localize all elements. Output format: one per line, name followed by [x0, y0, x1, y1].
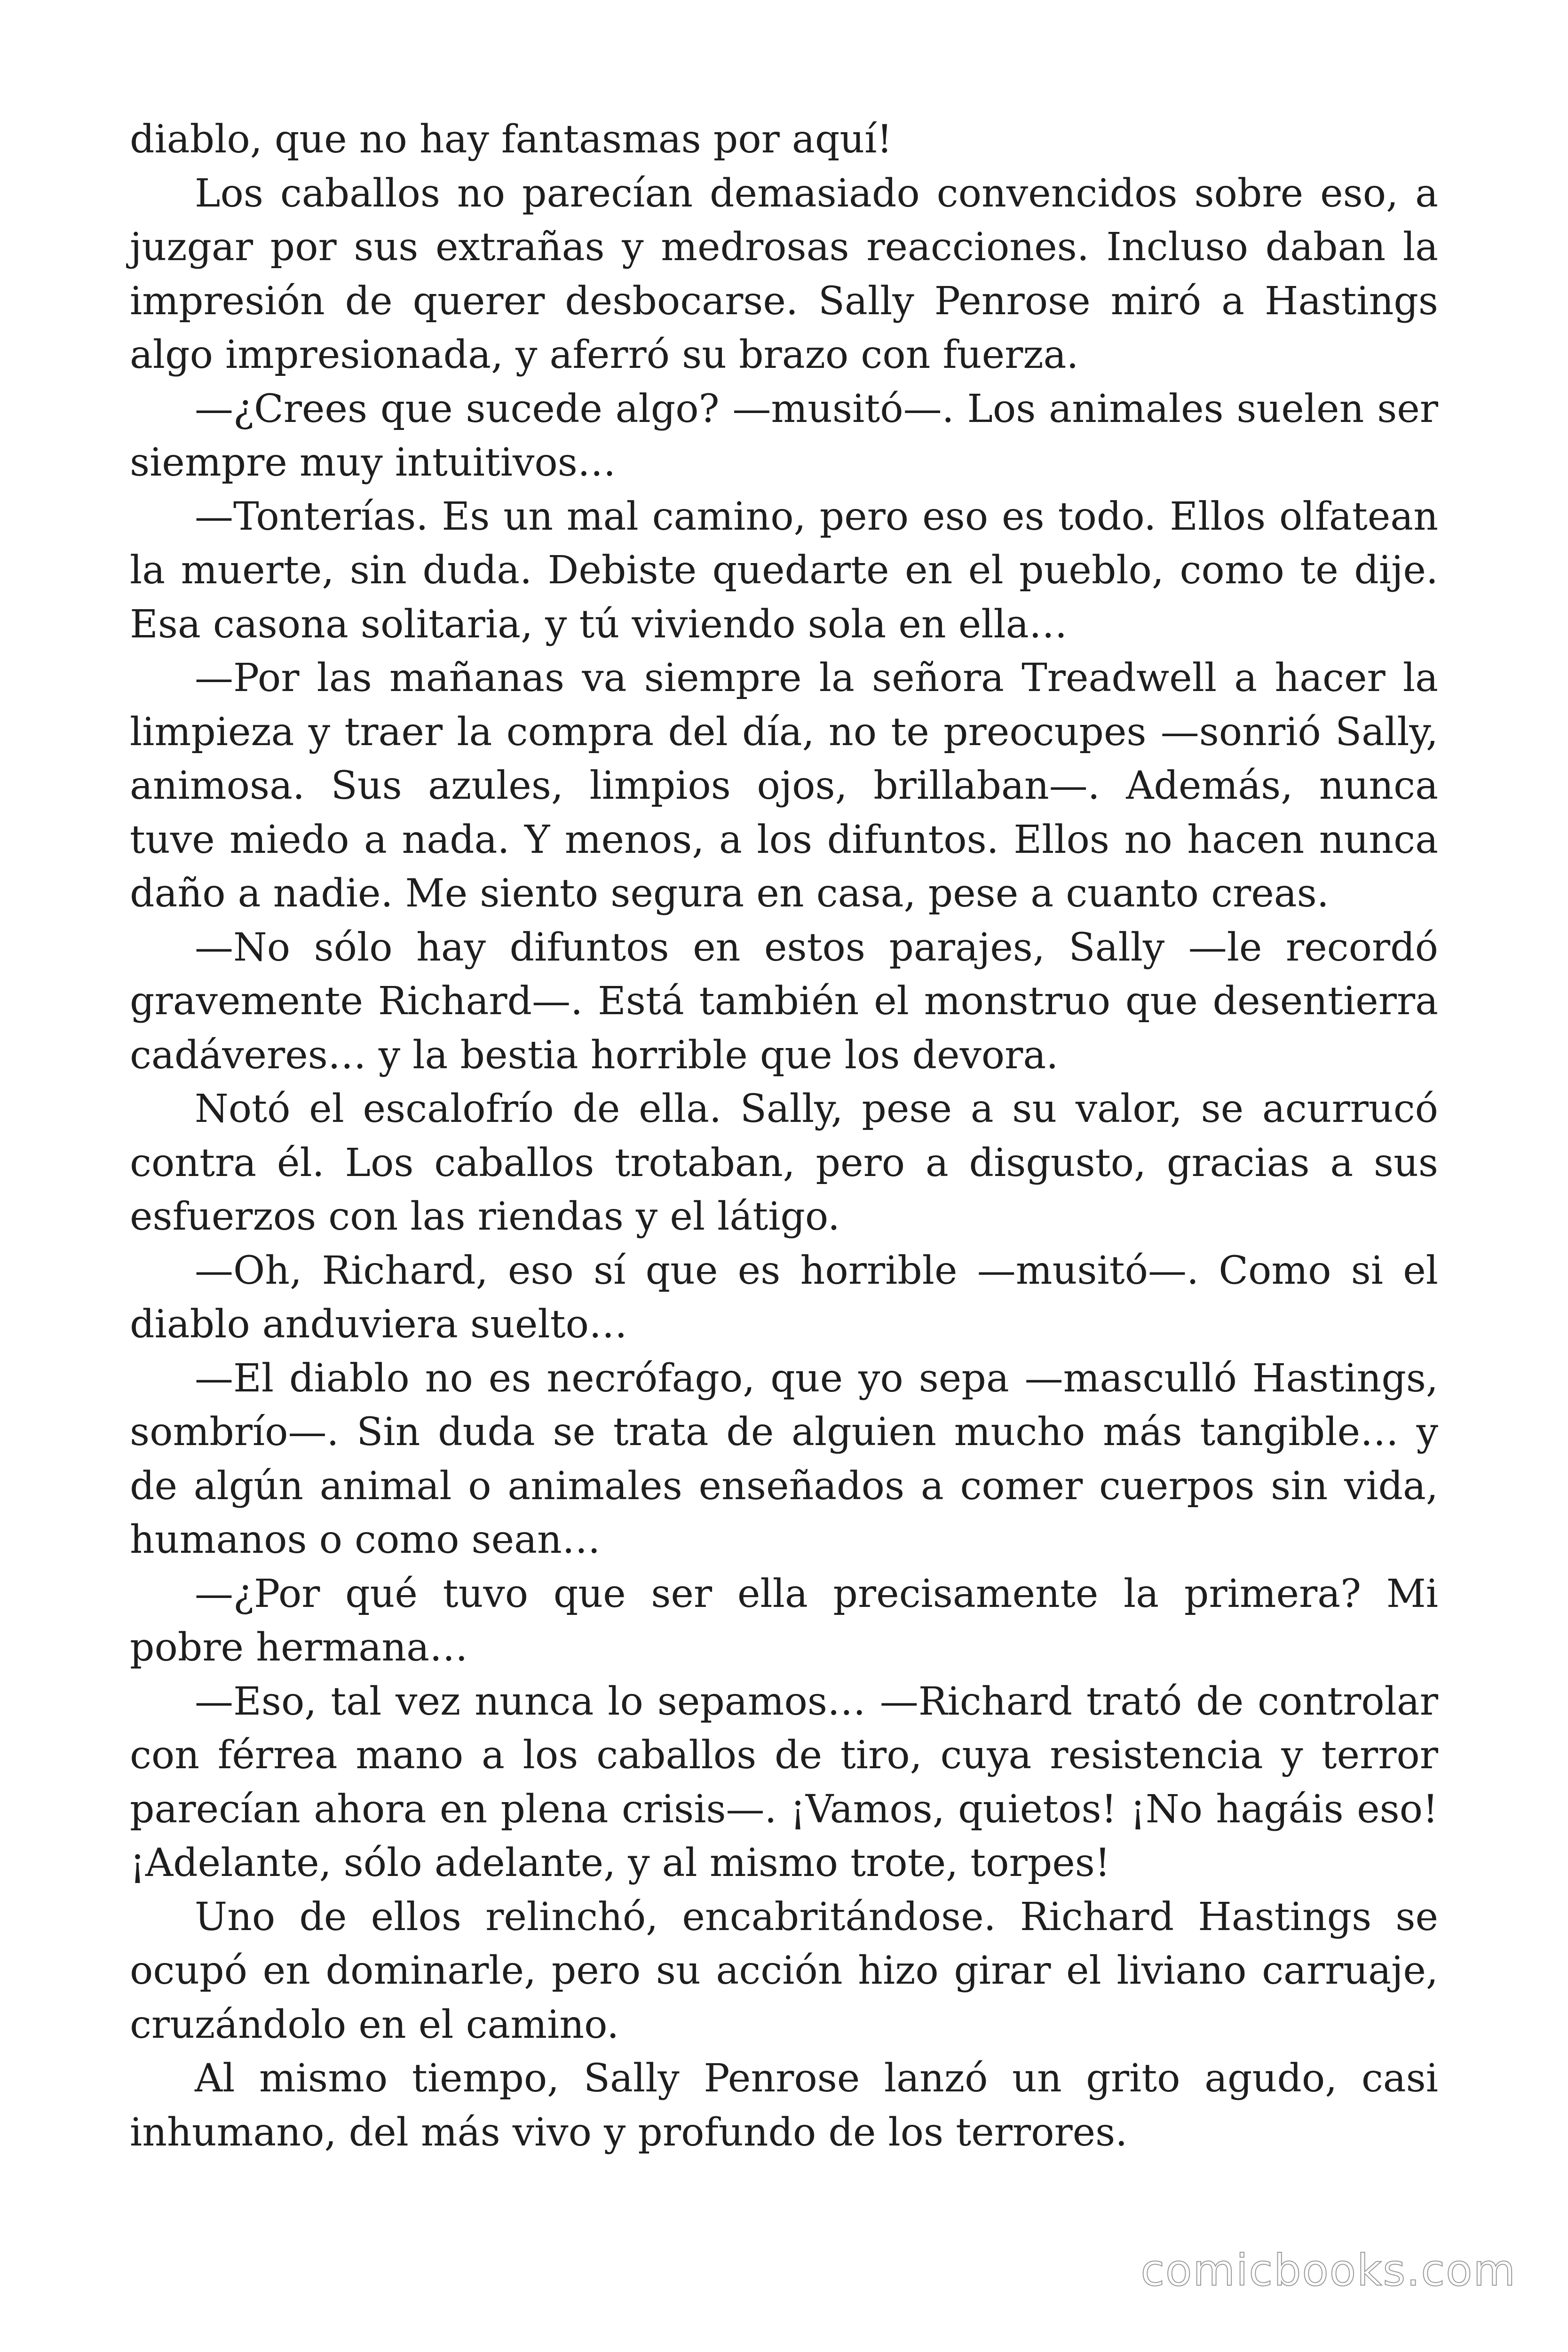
paragraph: —¿Crees que sucede algo? —musitó—. Los animales suelen ser siempre muy intuitivos… — [130, 386, 1438, 485]
paragraph: Uno de ellos relinchó, encabritándose. Richard Hastings se ocupó en dominarle, pero su acción hizo girar el liviano carruaje, cruzándolo en el camino. — [130, 1894, 1438, 2047]
paragraph: —Oh, Richard, eso sí que es horrible —musitó—. Como si el diablo anduviera suelto… — [130, 1248, 1438, 1347]
paragraph: —El diablo no es necrófago, que yo sepa —masculló Hastings, sombrío—. Sin duda se trata de alguien mucho más tangible… y de algún animal o animales enseñados a comer cuerpos sin vida, humanos o como sean… — [130, 1356, 1438, 1562]
paragraph: Los caballos no parecían demasiado convencidos sobre eso, a juzgar por sus extrañas y medrosas reacciones. Incluso daban la impresión de querer desbocarse. Sally Penrose miró a Hastings algo impresionada, y aferró su brazo con fuerza. — [130, 171, 1438, 377]
paragraph: diablo, que no hay fantasmas por aquí! — [130, 117, 893, 162]
paragraph: Notó el escalofrío de ella. Sally, pese a su valor, se acurrucó contra él. Los caballos trotaban, pero a disgusto, gracias a sus esfuerzos con las riendas y el látigo. — [130, 1087, 1438, 1239]
paragraph: —¿Por qué tuvo que ser ella precisamente la primera? Mi pobre hermana… — [130, 1571, 1438, 1670]
book-page-text — [130, 113, 1438, 2160]
paragraph: Al mismo tiempo, Sally Penrose lanzó un grito agudo, casi inhumano, del más vivo y profundo de los terrores. — [130, 2056, 1438, 2155]
paragraph: —Tonterías. Es un mal camino, pero eso es todo. Ellos olfatean la muerte, sin duda. Debiste quedarte en el pueblo, como te dije. Esa casona solitaria, y tú viviendo sola en ella… — [130, 494, 1438, 647]
watermark: comicbooks.com — [1140, 2245, 1516, 2296]
paragraph: —Eso, tal vez nunca lo sepamos… —Richard trató de controlar con férrea mano a los caballos de tiro, cuya resistencia y terror parecían ahora en plena crisis—. ¡Vamos, quietos! ¡No hagáis eso! ¡Adelante, sólo adelante, y al mismo trote, torpes! — [130, 1679, 1438, 1885]
paragraph: —No sólo hay difuntos en estos parajes, Sally —le recordó gravemente Richard—. Está también el monstruo que desentierra cadáveres… y la bestia horrible que los devora. — [130, 925, 1438, 1078]
paragraph: —Por las mañanas va siempre la señora Treadwell a hacer la limpieza y traer la compra del día, no te preocupes —sonrió Sally, animosa. Sus azules, limpios ojos, brillaban—. Además, nunca tuve miedo a nada. Y menos, a los difuntos. Ellos no hacen nunca daño a nadie. Me siento segura en casa, pese a cuanto creas. — [130, 656, 1438, 916]
